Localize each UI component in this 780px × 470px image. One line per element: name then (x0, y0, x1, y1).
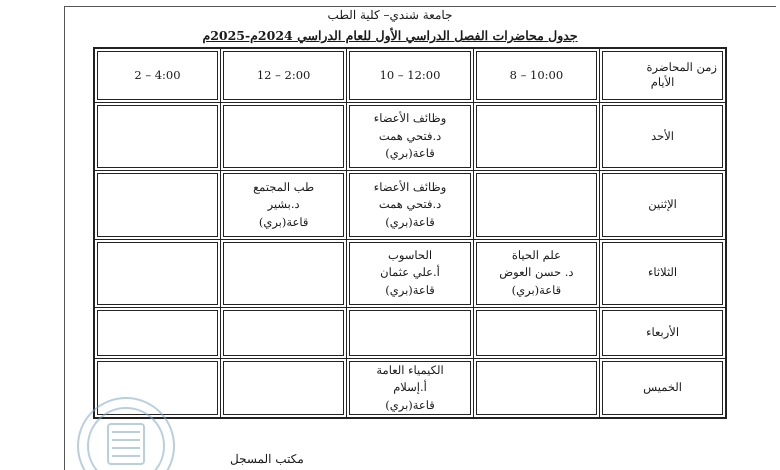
empty-cell (473, 171, 599, 239)
time-slot-4: 2 – 4:00 (94, 48, 220, 102)
day-row (94, 102, 726, 170)
day-row (94, 359, 726, 418)
empty-cell (473, 307, 599, 359)
page-border-left (64, 6, 65, 470)
day-row (94, 171, 726, 239)
page-border-top (64, 6, 776, 7)
time-slot-3: 12 – 2:00 (220, 48, 346, 102)
lecture-hall: قاعة(بري) (385, 214, 435, 229)
schedule-title-text: جدول محاضرات الفصل الدراسي الأول للعام الدراسي 2024م-2025م (202, 28, 578, 43)
schedule-title (0, 28, 780, 43)
lecture-hall: قاعة(بري) (385, 398, 435, 412)
header-row (94, 48, 726, 102)
lecture-cell (347, 102, 473, 170)
empty-cell (94, 102, 220, 170)
timetable (93, 47, 727, 419)
day-row (94, 307, 726, 359)
lecturer-name: د.بشير (267, 197, 300, 212)
time-slot-2: 10 – 12:00 (347, 48, 473, 102)
lecture-hall: قاعة(بري) (511, 282, 562, 297)
empty-cell (473, 102, 599, 170)
corner-time-label: زمن المحاضرة (646, 59, 717, 74)
lecture-cell (220, 171, 346, 239)
lecture-cell (473, 239, 599, 307)
lecturer-name: أ.علي عثمان (380, 265, 440, 280)
time-slot-1: 8 – 10:00 (473, 48, 599, 102)
course-name: وظائف الأعضاء (373, 111, 447, 126)
day-cell: الثلاثاء (600, 239, 726, 307)
lecturer-name: د. حسن العوض (499, 265, 574, 280)
empty-cell (94, 171, 220, 239)
empty-cell (94, 307, 220, 359)
day-cell: الخميس (600, 359, 726, 418)
institution-name: جامعة شندي– كلية الطب (327, 8, 453, 22)
day-cell: الإثنين (600, 171, 726, 239)
day-cell: الأربعاء (600, 307, 726, 359)
lecture-cell (347, 171, 473, 239)
empty-cell (94, 239, 220, 307)
course-name: طب المجتمع (253, 179, 315, 194)
corner-days-label: الأيام (650, 75, 675, 90)
registrar-office: مكتب المسجل (230, 452, 304, 466)
corner-cell (600, 48, 726, 102)
empty-cell (220, 359, 346, 418)
empty-cell (220, 239, 346, 307)
official-stamp (68, 384, 183, 470)
course-name: الكيمياء العامة (376, 362, 444, 377)
lecturer-name: د.فتحي همت (378, 197, 442, 212)
empty-cell (347, 307, 473, 359)
course-name: وظائف الأعضاء (373, 179, 447, 194)
lecture-hall: قاعة(بري) (385, 146, 435, 161)
lecture-cell (347, 239, 473, 307)
lecturer-name: د.فتحي همت (378, 128, 442, 143)
day-row (94, 239, 726, 307)
empty-cell (473, 359, 599, 418)
day-cell: الأحد (600, 102, 726, 170)
lecture-hall: قاعة(بري) (258, 214, 309, 229)
lecturer-name: أ.إسلام (393, 380, 427, 395)
course-name: علم الحياة (511, 247, 561, 262)
course-name: الحاسوب (388, 247, 433, 262)
empty-cell (220, 307, 346, 359)
lecture-hall: قاعة(بري) (385, 282, 435, 297)
lecture-cell (347, 359, 473, 418)
empty-cell (220, 102, 346, 170)
